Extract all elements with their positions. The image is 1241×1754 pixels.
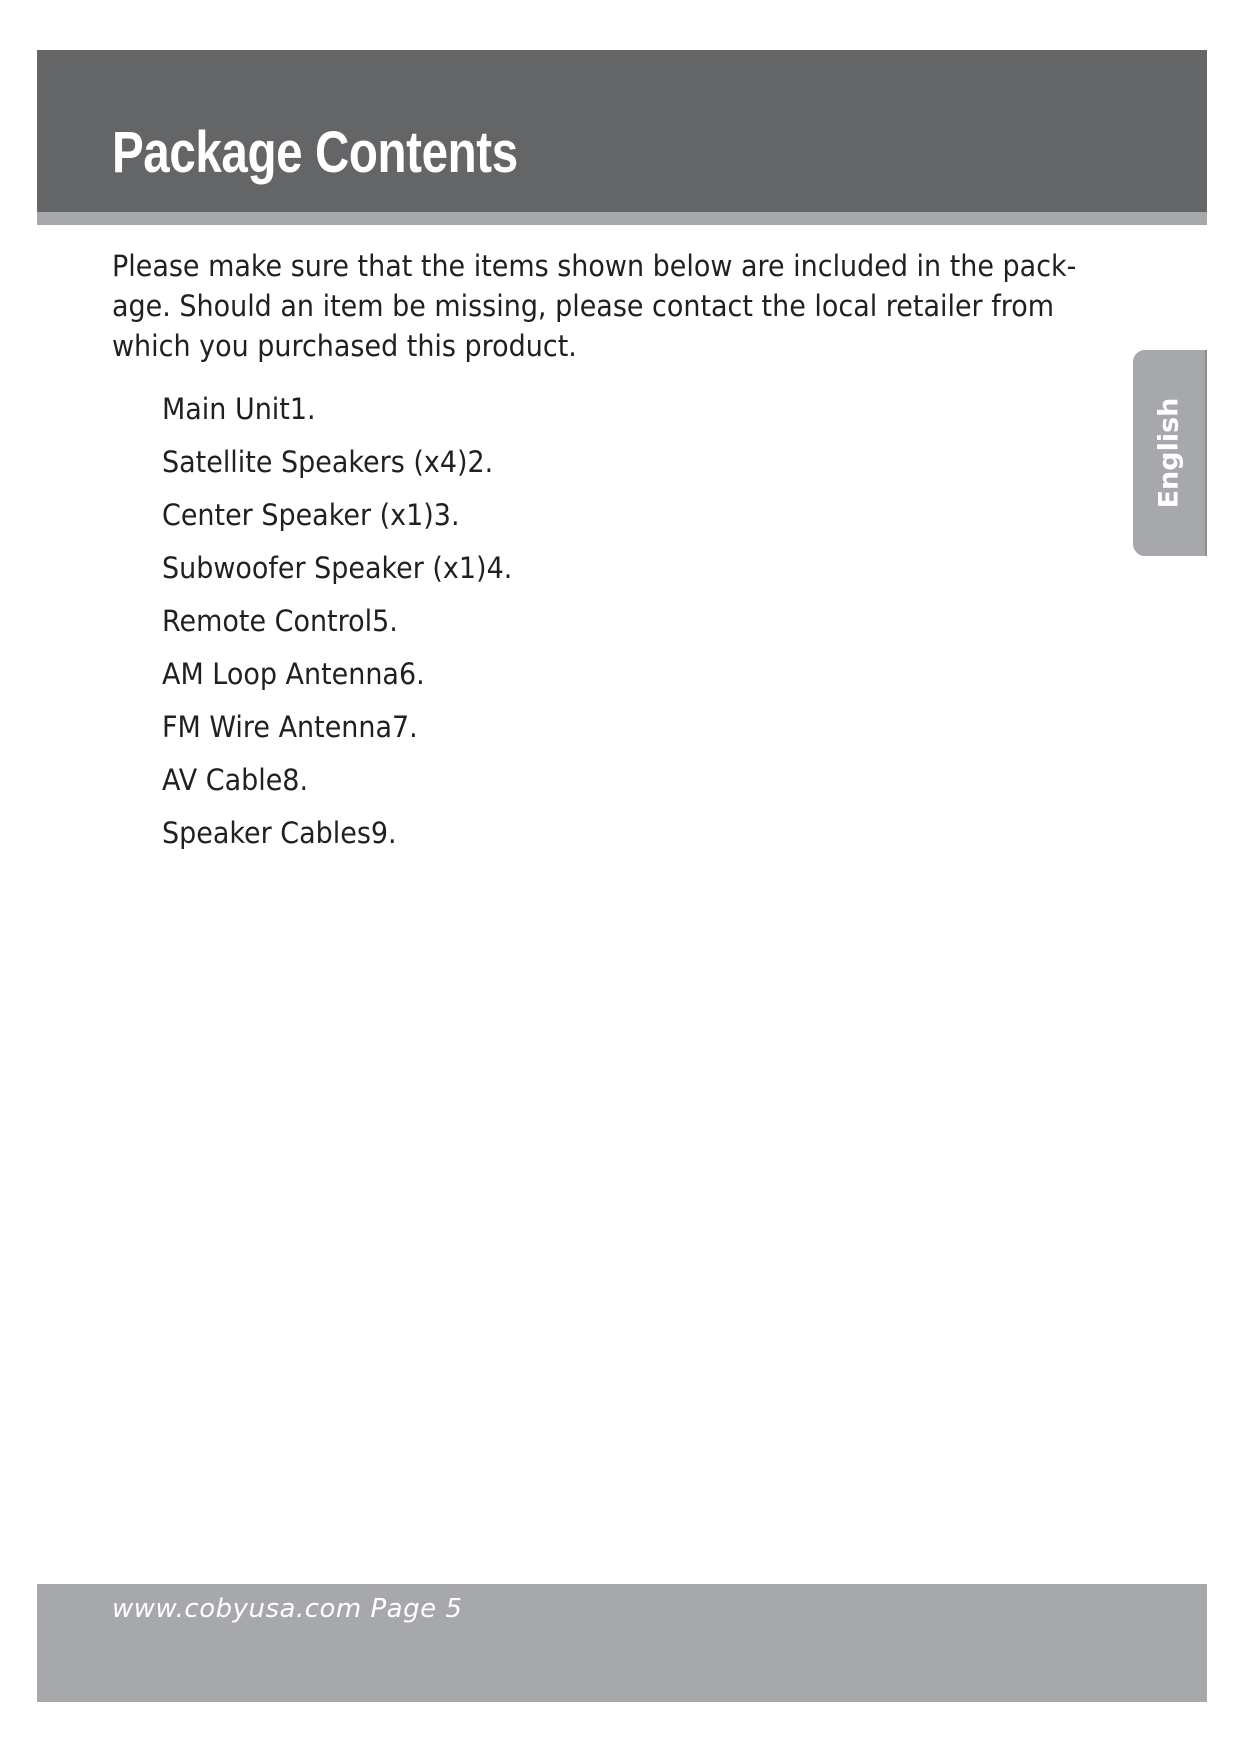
intro-line: Please make sure that the items shown below are included in the pack- <box>112 249 1077 283</box>
language-tab-label: English <box>1153 397 1185 509</box>
page-title: Package Contents <box>112 120 518 185</box>
list-item: Remote Control5. <box>162 604 398 638</box>
list-item: AV Cable8. <box>162 763 309 797</box>
list-item: Center Speaker (x1)3. <box>162 498 460 532</box>
intro-paragraph <box>112 246 1077 366</box>
list-item: Main Unit1. <box>162 392 316 426</box>
list-item: Speaker Cables9. <box>162 816 397 850</box>
header-underline <box>37 212 1207 225</box>
package-items-list <box>162 389 539 866</box>
list-item: FM Wire Antenna7. <box>162 710 418 744</box>
list-item: Subwoofer Speaker (x1)4. <box>162 551 513 585</box>
intro-line: age. Should an item be missing, please contact the local retailer from <box>112 289 1054 323</box>
list-item: Satellite Speakers (x4)2. <box>162 445 494 479</box>
list-item: AM Loop Antenna6. <box>162 657 425 691</box>
footer-text: www.cobyusa.com Page 5 <box>112 1594 463 1624</box>
intro-line: which you purchased this product. <box>112 329 577 363</box>
